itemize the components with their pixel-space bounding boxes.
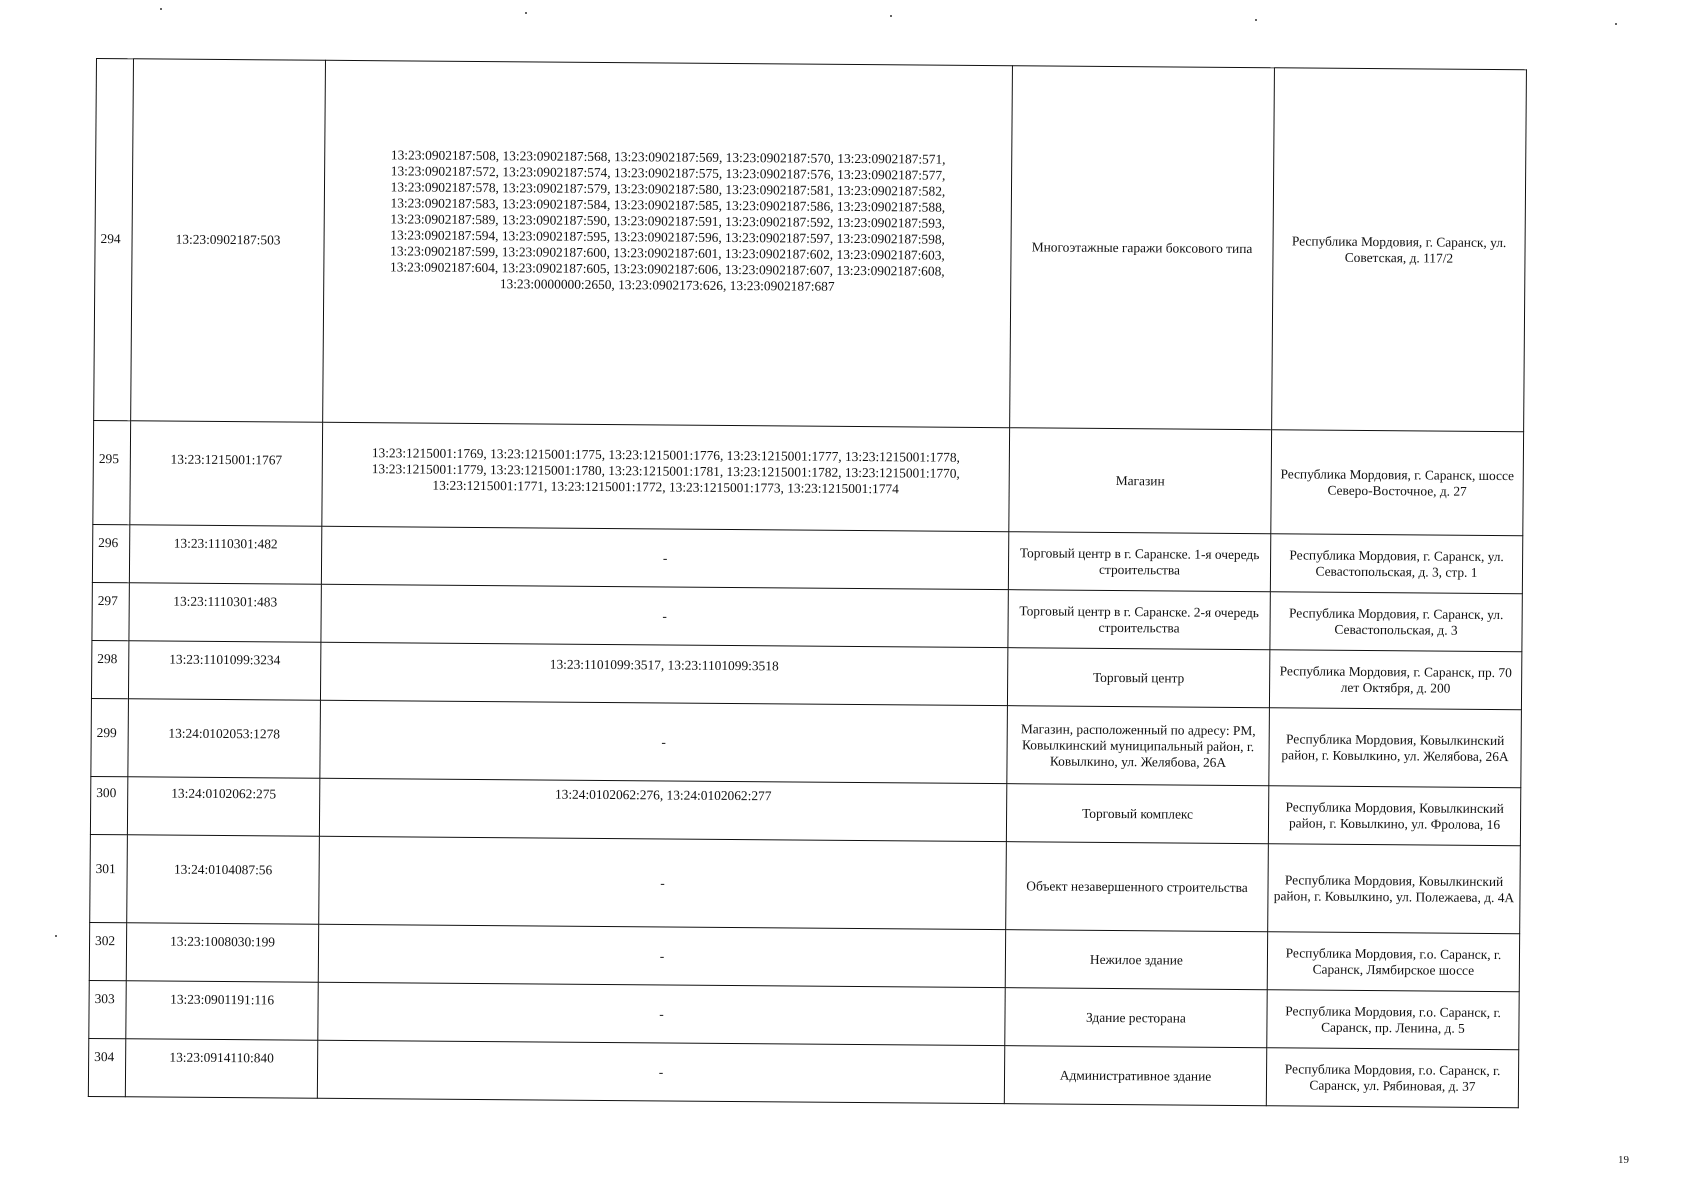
table-row: [94, 59, 1527, 432]
cadastral-number: 13:23:1008030:199: [126, 923, 318, 983]
object-address: Республика Мордовия, г. Саранск, пр. 70 лет Октября, д. 200: [1269, 650, 1521, 710]
related-cadastral-numbers: -: [317, 1040, 1004, 1103]
cadastral-number: 13:23:0901191:116: [126, 981, 318, 1041]
scan-speck: [1615, 23, 1617, 25]
related-cadastral-numbers: 13:23:1215001:1769, 13:23:1215001:1775, 13:23:1215001:1776, 13:23:1215001:1777, 13:23:1215001:1778, 13:23:1215001:1779, 13:23:1215001:1780, 13:23:1215001:1781, 13:23:1215001:1782, 13:23:1215001:1770, 13:23:1215001:1771, 13:23:1215001:1772, 13:23:1215001:1773, 13:23:1215001:1774: [322, 422, 1010, 531]
cadastral-number: 13:23:1215001:1767: [130, 421, 323, 527]
cadastral-number: 13:24:0104087:56: [127, 835, 320, 925]
page-number: 19: [1618, 1154, 1629, 1166]
cadastral-number: 13:24:0102062:275: [127, 777, 319, 837]
scan-speck: [1255, 19, 1257, 21]
related-cadastral-numbers: -: [319, 836, 1007, 929]
cadastral-number: 13:23:0914110:840: [125, 1039, 317, 1099]
scan-speck: [160, 8, 162, 10]
table-row: [93, 420, 1524, 535]
scan-speck: [890, 15, 892, 17]
registry-table-wrap: [88, 58, 1526, 1108]
cadastral-number: 13:23:1110301:482: [129, 525, 321, 585]
registry-table-body: [88, 59, 1526, 1108]
object-address: Республика Мордовия, Ковылкинский район, г. Ковылкино, ул. Полежаева, д. 4А: [1268, 844, 1521, 934]
table-row: [91, 698, 1522, 787]
row-number: 304: [88, 1038, 125, 1096]
related-cadastral-numbers: 13:23:0902187:508, 13:23:0902187:568, 13:23:0902187:569, 13:23:0902187:570, 13:23:0902187:571, 13:23:0902187:572, 13:23:0902187:574, 13:23:0902187:575, 13:23:0902187:576, 13:23:0902187:577, 13:23:0902187:578, 13:23:0902187:579, 13:23:0902187:580, 13:23:0902187:581, 13:23:0902187:582, 13:23:0902187:583, 13:23:0902187:584, 13:23:0902187:585, 13:23:0902187:586, 13:23:0902187:588, 13:23:0902187:589, 13:23:0902187:590, 13:23:0902187:591, 13:23:0902187:592, 13:23:0902187:593, 13:23:0902187:594, 13:23:0902187:595, 13:23:0902187:596, 13:23:0902187:597, 13:23:0902187:598, 13:23:0902187:599, 13:23:0902187:600, 13:23:0902187:601, 13:23:0902187:602, 13:23:0902187:603, 13:23:0902187:604, 13:23:0902187:605, 13:23:0902187:606, 13:23:0902187:607, 13:23:0902187:608, 13:23:0000000:2650, 13:23:0902173:626, 13:23:0902187:687: [323, 60, 1013, 427]
row-number: 302: [89, 922, 126, 980]
object-address: Республика Мордовия, г. Саранск, ул. Советская, д. 117/2: [1272, 68, 1527, 432]
related-cadastral-numbers: 13:23:1101099:3517, 13:23:1101099:3518: [320, 642, 1007, 705]
object-address: Республика Мордовия, Ковылкинский район, г. Ковылкино, ул. Фролова, 16: [1268, 786, 1520, 846]
object-address: Республика Мордовия, г. Саранск, шоссе Северо-Восточное, д. 27: [1271, 430, 1524, 536]
object-name: Административное здание: [1004, 1046, 1266, 1106]
object-name: Торговый центр в г. Саранске. 1-я очередь строительства: [1008, 532, 1270, 592]
registry-table: [88, 58, 1527, 1108]
row-number: 297: [92, 582, 129, 640]
scan-speck: [55, 935, 57, 937]
object-address: Республика Мордовия, г.о. Саранск, г. Саранск, ул. Рябиновая, д. 37: [1266, 1048, 1518, 1108]
related-cadastral-numbers: -: [318, 982, 1005, 1045]
object-name: Нежилое здание: [1005, 930, 1267, 990]
cadastral-number: 13:23:1101099:3234: [128, 641, 320, 701]
object-name: Торговый центр в г. Саранске. 2-я очередь строительства: [1008, 590, 1270, 650]
related-cadastral-numbers: -: [321, 584, 1008, 647]
related-cadastral-numbers: -: [321, 526, 1008, 589]
row-number: 301: [90, 834, 128, 922]
row-number: 298: [91, 640, 128, 698]
row-number: 300: [90, 776, 127, 834]
cadastral-number: 13:23:1110301:483: [129, 583, 321, 643]
related-cadastral-numbers: 13:24:0102062:276, 13:24:0102062:277: [319, 778, 1006, 841]
object-address: Республика Мордовия, г.о. Саранск, г. Саранск, пр. Ленина, д. 5: [1267, 990, 1519, 1050]
row-number: 299: [91, 698, 129, 776]
related-cadastral-numbers: -: [320, 700, 1008, 783]
object-name: Торговый комплекс: [1006, 784, 1268, 844]
cadastral-number: 13:24:0102053:1278: [128, 699, 321, 779]
table-row: [88, 1038, 1518, 1107]
row-number: 303: [89, 980, 126, 1038]
scan-speck: [525, 12, 527, 14]
object-address: Республика Мордовия, г. Саранск, ул. Севастопольская, д. 3, стр. 1: [1270, 534, 1522, 594]
table-row: [90, 834, 1521, 933]
object-address: Республика Мордовия, г.о. Саранск, г. Саранск, Лямбирское шоссе: [1267, 932, 1519, 992]
cadastral-number: 13:23:0902187:503: [131, 59, 326, 422]
object-name: Здание ресторана: [1005, 988, 1267, 1048]
object-name: Магазин, расположенный по адресу: РМ, Ковылкинский муниципальный район, г. Ковылкино, ул. Желябова, 26А: [1007, 706, 1270, 786]
related-cadastral-numbers: -: [318, 924, 1005, 987]
object-name: Магазин: [1009, 428, 1272, 534]
row-number: 296: [92, 524, 129, 582]
object-name: Многоэтажные гаражи боксового типа: [1010, 66, 1275, 430]
object-address: Республика Мордовия, Ковылкинский район, г. Ковылкино, ул. Желябова, 26А: [1269, 708, 1522, 788]
object-name: Объект незавершенного строительства: [1006, 842, 1269, 932]
object-name: Торговый центр: [1007, 648, 1269, 708]
row-number: 295: [93, 420, 131, 524]
object-address: Республика Мордовия, г. Саранск, ул. Севастопольская, д. 3: [1270, 592, 1522, 652]
row-number: 294: [94, 59, 134, 421]
